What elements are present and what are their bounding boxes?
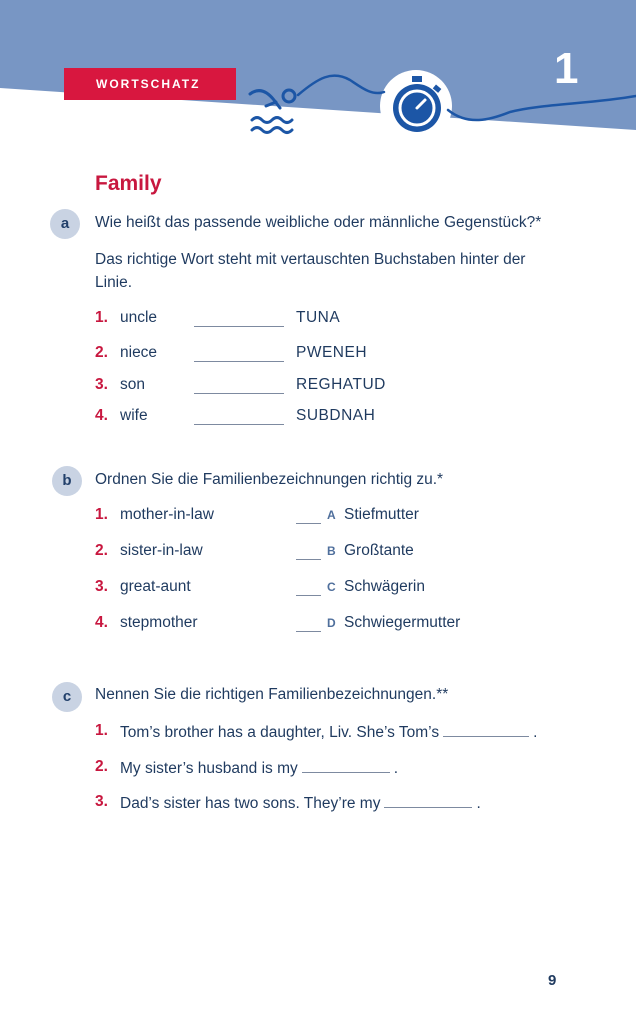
exercise-badge-a: a xyxy=(50,209,80,239)
option-letter: D xyxy=(327,616,336,630)
item-number: 1. xyxy=(95,722,108,739)
swimmer-icon xyxy=(246,82,302,138)
item-number: 2. xyxy=(95,758,108,775)
chapter-number: 1 xyxy=(554,44,579,93)
exercise-c-instruction: Nennen Sie die richtigen Familienbezeichnungen.** xyxy=(95,686,449,703)
answer-blank[interactable] xyxy=(194,424,284,425)
german-term: Großtante xyxy=(344,542,414,559)
scrambled-word: REGHATUD xyxy=(296,376,386,393)
answer-blank[interactable] xyxy=(194,393,284,394)
sentence xyxy=(120,793,481,813)
sentence-text: My sister’s husband is my xyxy=(120,760,298,777)
exercise-a-instruction-2: Das richtige Wort steht mit vertauschten Buchstaben hinter der Linie. xyxy=(95,251,526,291)
match-blank[interactable] xyxy=(296,631,321,632)
exercise-badge-b: b xyxy=(52,466,82,496)
match-blank[interactable] xyxy=(296,523,321,524)
match-blank[interactable] xyxy=(296,559,321,560)
answer-blank[interactable] xyxy=(443,722,529,737)
sentence-end: . xyxy=(533,724,538,741)
option-letter: A xyxy=(327,508,336,522)
item-word: uncle xyxy=(120,309,158,326)
sentence-text: Dad’s sister has two sons. They’re my xyxy=(120,795,381,812)
item-word: son xyxy=(120,376,145,393)
sentence-end: . xyxy=(476,795,481,812)
german-term: Schwiegermutter xyxy=(344,614,461,631)
section-tag: WORTSCHATZ xyxy=(64,68,236,100)
item-number: 3. xyxy=(95,578,108,595)
sentence xyxy=(120,758,398,778)
item-word: niece xyxy=(120,344,158,361)
answer-blank[interactable] xyxy=(194,326,284,327)
exercise-badge-c: c xyxy=(52,682,82,712)
answer-blank[interactable] xyxy=(384,793,472,808)
english-term: stepmother xyxy=(120,614,198,631)
page-title: Family xyxy=(95,172,162,195)
sentence-text: Tom’s brother has a daughter, Liv. She’s Tom’s xyxy=(120,724,440,741)
match-blank[interactable] xyxy=(296,595,321,596)
sentence xyxy=(120,722,537,742)
english-term: great-aunt xyxy=(120,578,191,595)
item-number: 2. xyxy=(95,542,108,559)
english-term: sister-in-law xyxy=(120,542,203,559)
scrambled-word: PWENEH xyxy=(296,344,368,361)
option-letter: B xyxy=(327,544,336,558)
item-number: 4. xyxy=(95,614,108,631)
item-word: wife xyxy=(120,407,148,424)
exercise-b-instruction: Ordnen Sie die Familienbezeichnungen richtig zu.* xyxy=(95,471,444,488)
scrambled-word: SUBDNAH xyxy=(296,407,376,424)
sentence-end: . xyxy=(393,760,399,777)
item-number: 3. xyxy=(95,376,108,393)
stopwatch-icon xyxy=(390,74,446,138)
german-term: Schwägerin xyxy=(344,578,425,595)
page-number: 9 xyxy=(548,972,557,989)
item-number: 2. xyxy=(95,344,108,361)
scrambled-word: TUNA xyxy=(296,309,341,326)
german-term: Stiefmutter xyxy=(344,506,419,523)
option-letter: C xyxy=(327,580,336,594)
english-term: mother-in-law xyxy=(120,506,214,523)
item-number: 1. xyxy=(95,506,108,523)
answer-blank[interactable] xyxy=(302,758,390,773)
item-number: 4. xyxy=(95,407,108,424)
answer-blank[interactable] xyxy=(194,361,284,362)
item-number: 3. xyxy=(95,793,108,810)
item-number: 1. xyxy=(95,309,108,326)
exercise-a-instruction: Wie heißt das passende weibliche oder männliche Gegenstück?* xyxy=(95,214,542,231)
